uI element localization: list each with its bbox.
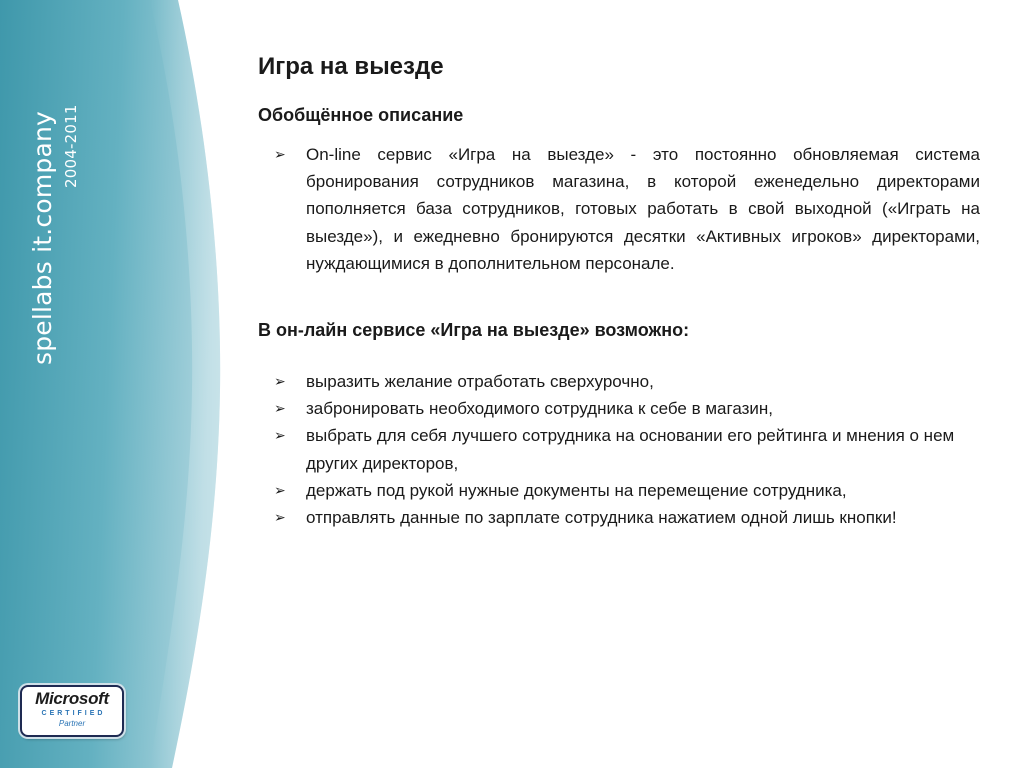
brand-name: spellabs it.company — [28, 110, 57, 365]
feature-text: забронировать необходимого сотрудника к себе в магазин, — [306, 399, 773, 419]
brand-text — [28, 104, 80, 365]
description-item — [274, 141, 980, 277]
arrow-bullet-icon: ➢ — [274, 400, 286, 417]
section-subtitle: Обобщённое описание — [258, 105, 464, 125]
microsoft-certified-badge — [20, 685, 124, 737]
features-list — [274, 368, 974, 531]
description-text: On-line сервис «Игра на выезде» - это постоянно обновляемая система бронирования сотрудников магазина, в которой еженедельно директорами пополняется база сотрудников, готовых работать в свой выходной («Играть на выезде»), и ежедневно бронируются десятки «Активных игроков» директорами, нуждающимися в дополнительном персонале. — [306, 145, 980, 273]
brand-years: 2004-2011 — [62, 104, 80, 188]
arrow-bullet-icon: ➢ — [274, 427, 286, 444]
feature-text: держать под рукой нужные документы на перемещение сотрудника, — [306, 480, 847, 500]
arrow-bullet-icon: ➢ — [274, 481, 286, 498]
feature-text: отправлять данные по зарплате сотрудника нажатием одной лишь кнопки! — [306, 508, 897, 528]
page-title: Игра на выезде — [258, 53, 444, 80]
description-block — [274, 141, 980, 277]
microsoft-logo: Microsoft — [35, 689, 109, 708]
list-item — [274, 504, 974, 531]
feature-text: выразить желание отработать сверхурочно, — [306, 372, 654, 391]
arrow-bullet-icon: ➢ — [274, 373, 286, 389]
certified-label: CERTIFIED — [41, 710, 106, 717]
arrow-bullet-icon: ➢ — [274, 146, 286, 162]
list-item — [274, 477, 974, 504]
features-heading: В он-лайн сервисе «Игра на выезде» возможно: — [258, 320, 690, 340]
list-item — [274, 368, 974, 395]
feature-text: выбрать для себя лучшего сотрудника на основании его рейтинга и мнения о нем других директоров, — [306, 426, 955, 473]
list-item — [274, 395, 974, 422]
list-item — [274, 422, 974, 476]
partner-label: Partner — [58, 719, 86, 728]
arrow-bullet-icon: ➢ — [274, 509, 286, 526]
